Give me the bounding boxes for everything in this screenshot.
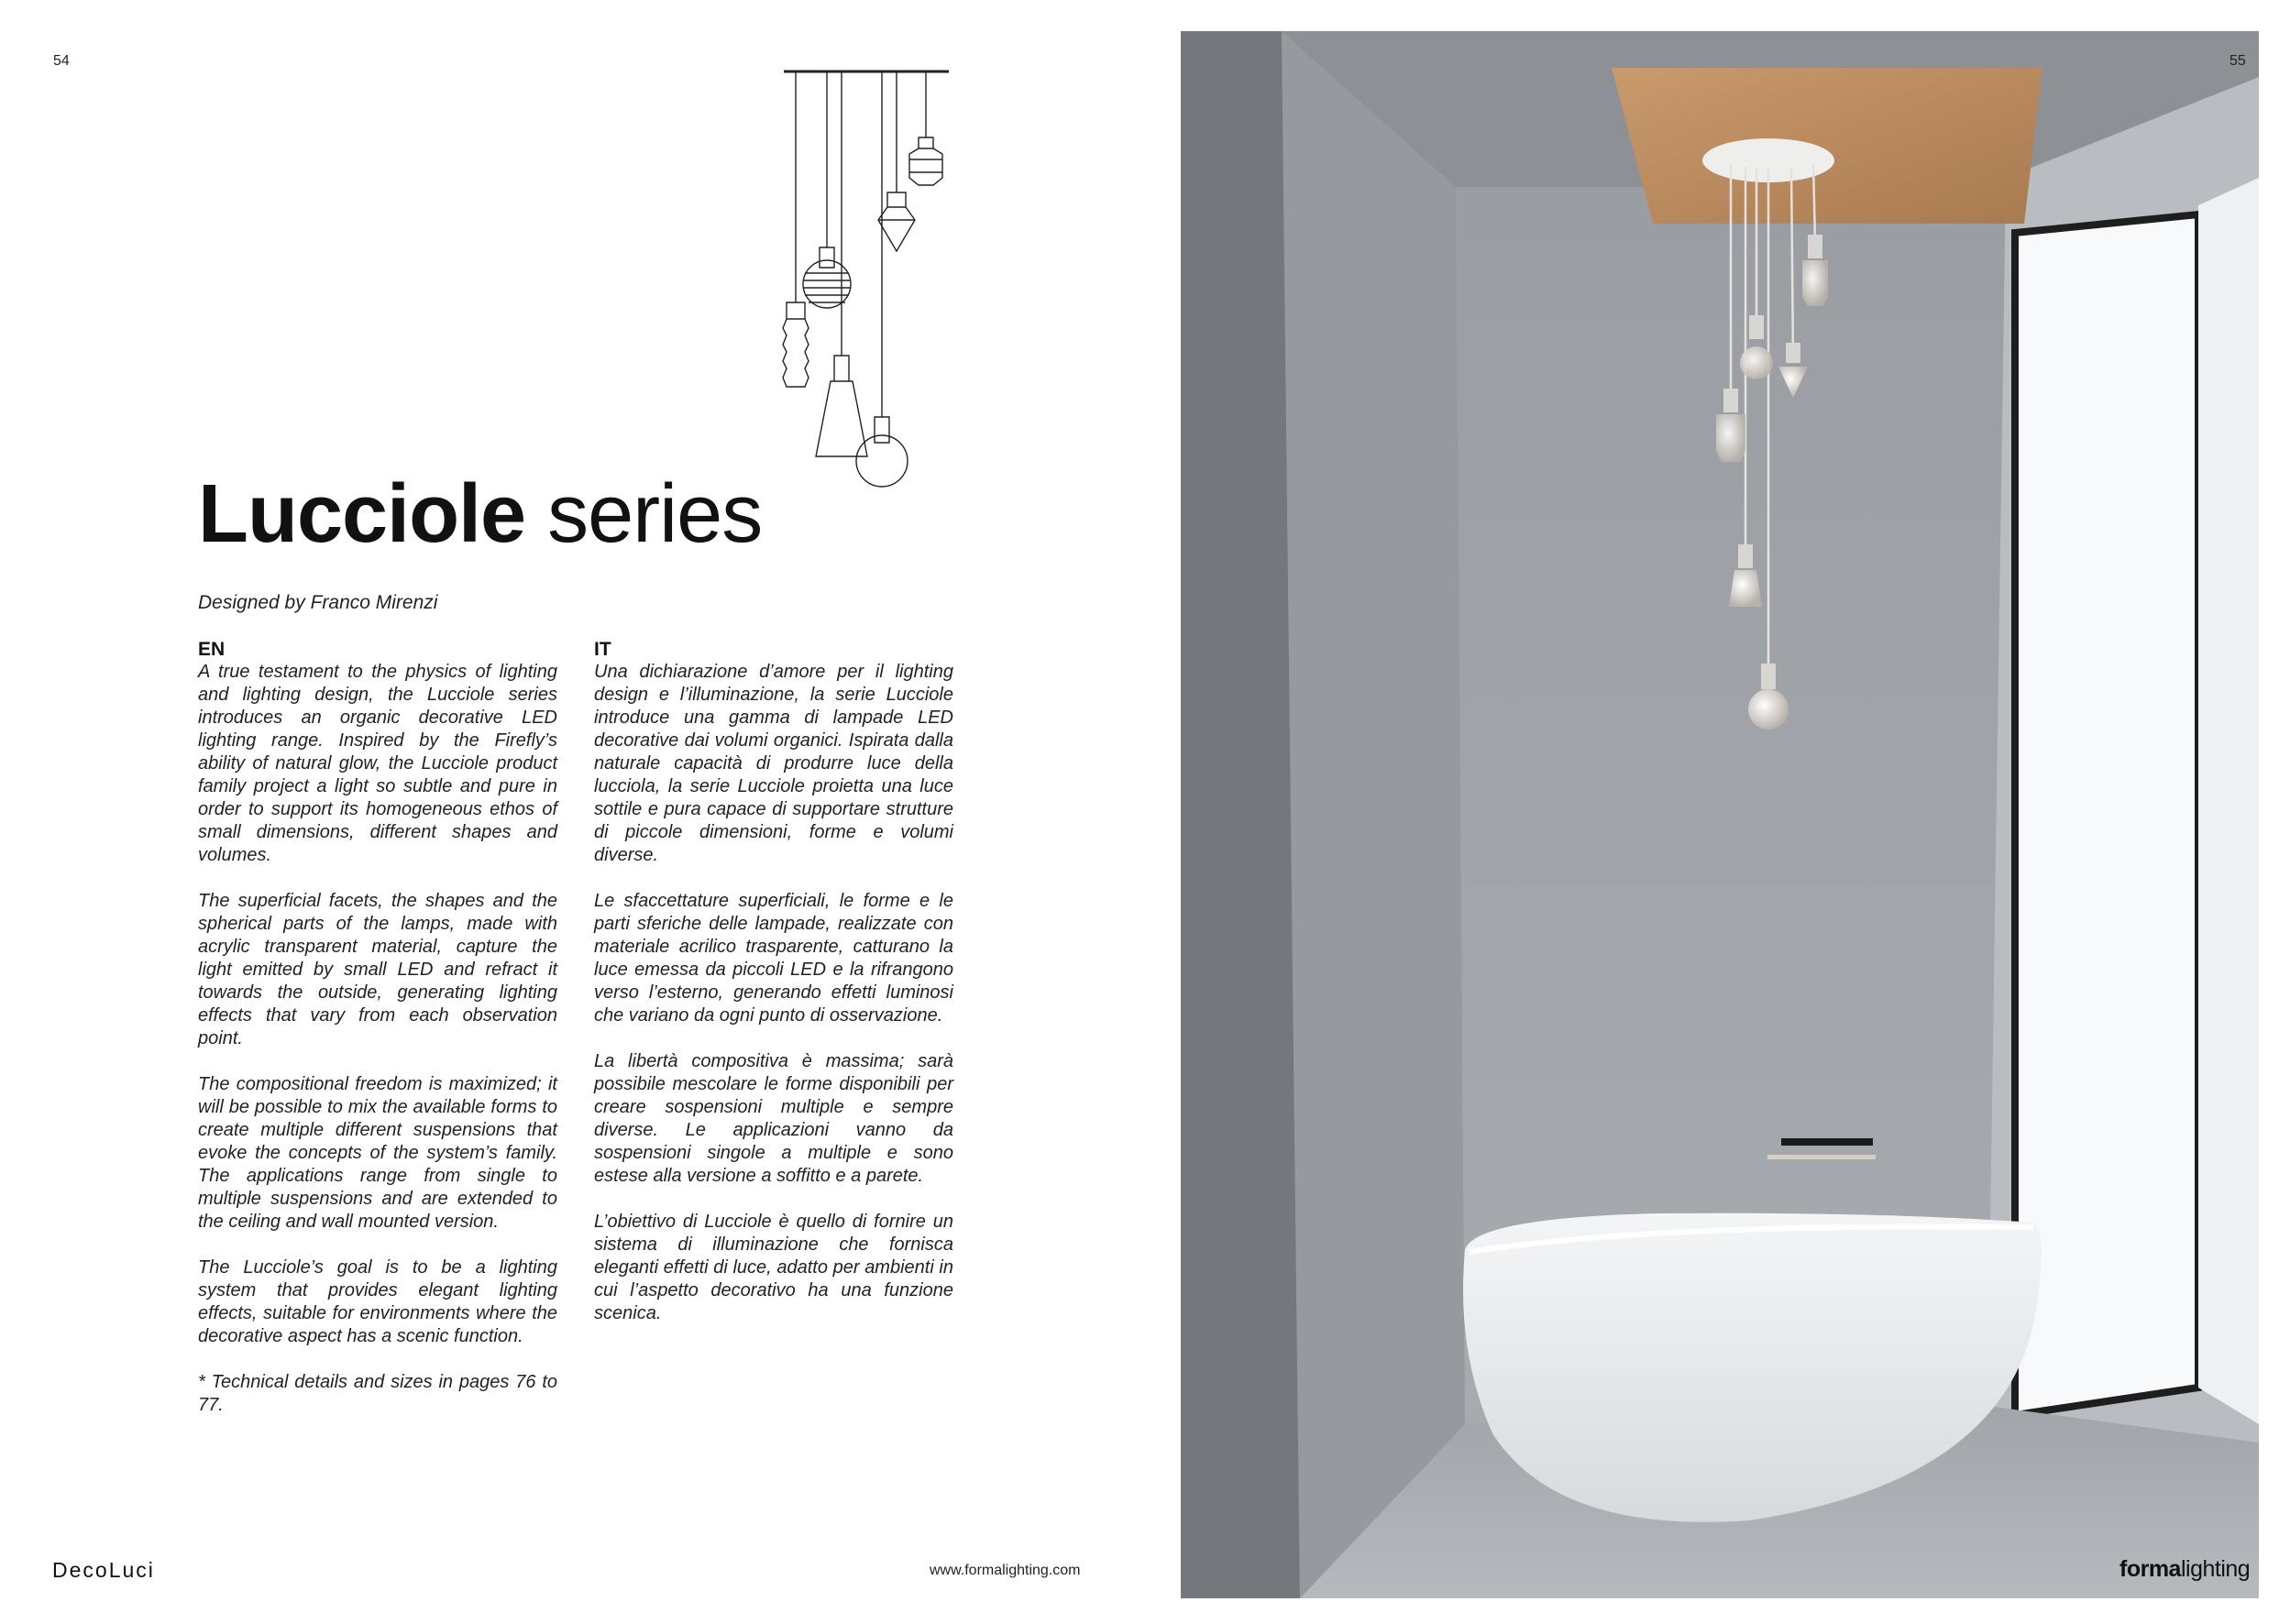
english-heading: EN <box>198 639 226 660</box>
website-url[interactable]: www.formalighting.com <box>930 1563 1081 1578</box>
it-paragraph: L’obiettivo di Lucciole è quello di fornire un sistema di illuminazione che fornisca eleganti effetti di luce, adatto per ambienti in cui l’aspetto decorativo ha una funzione scenica. <box>594 1212 953 1323</box>
it-paragraph: La libertà compositiva è massima; sarà possibile mescolare le forme disponibili per creare sospensioni multiple e sempre diverse. Le applicazioni vanno da sospensioni singole a multiple e sono estese alla versione a soffitto e a parete. <box>594 1051 953 1186</box>
en-paragraph: The Lucciole’s goal is to be a lighting system that provides elegant lighting effects, suitable for environments where the decorative aspect has a scenic function. <box>198 1257 557 1346</box>
title-regular: series <box>547 468 763 560</box>
brand-decoluci: DecoLuci <box>52 1558 155 1582</box>
logo-bold: forma <box>2119 1556 2181 1582</box>
logo-regular: lighting <box>2180 1556 2251 1582</box>
en-paragraph: A true testament to the physics of lighting and lighting design, the Lucciole series introduces an organic decorative LED lighting range. Inspired by the Firefly’s ability of natural glow, the Lucciole product family project a light so subtle and pure in order to support its homogeneous ethos of small dimensions, different shapes and volumes. <box>198 662 557 865</box>
italian-column <box>594 638 953 1348</box>
page-number-left: 54 <box>53 53 70 69</box>
formalighting-logo <box>2119 1556 2250 1583</box>
it-paragraph: Una dichiarazione d’amore per il lighting design e l’illuminazione, la serie Lucciole introduce una gamma di lampade LED decorative dai volumi organici. Ispirata dalla naturale capacità di produrre luce della lucciola, la serie Lucciole proietta una luce sottile e pura capace di supportare strutture di piccole dimensioni, forme e volumi diverse. <box>594 662 953 865</box>
page-number-right: 55 <box>2229 53 2246 69</box>
it-paragraph: Le sfaccettature superficiali, le forme e le parti sferiche delle lampade, realizzate con materiale acrilico trasparente, catturano la luce emessa da piccoli LED e la rifrangono verso l’esterno, generando effetti luminosi che variano da ogni punto di osservazione. <box>594 891 953 1026</box>
en-footnote: * Technical details and sizes in pages 76 to 77. <box>198 1372 557 1415</box>
italian-heading: IT <box>594 639 611 660</box>
pendant-lamps-illustration <box>779 64 963 495</box>
designer-credit: Designed by Franco Mirenzi <box>198 592 438 613</box>
en-paragraph: The superficial facets, the shapes and the spherical parts of the lamps, made with acrylic transparent material, capture the light emitted by small LED and refract it towards the outside, generating lighting effects that vary from each observation point. <box>198 891 557 1048</box>
english-column <box>198 638 557 1440</box>
title-bold: Lucciole <box>198 468 526 560</box>
en-paragraph: The compositional freedom is maximized; it will be possible to mix the available forms to create multiple different suspensions that evoke the concepts of the system’s family. The applications range from single to multiple suspensions and are extended to the ceiling and wall mounted version. <box>198 1074 557 1232</box>
page-title <box>198 467 762 563</box>
bathroom-photo <box>1181 31 2259 1598</box>
